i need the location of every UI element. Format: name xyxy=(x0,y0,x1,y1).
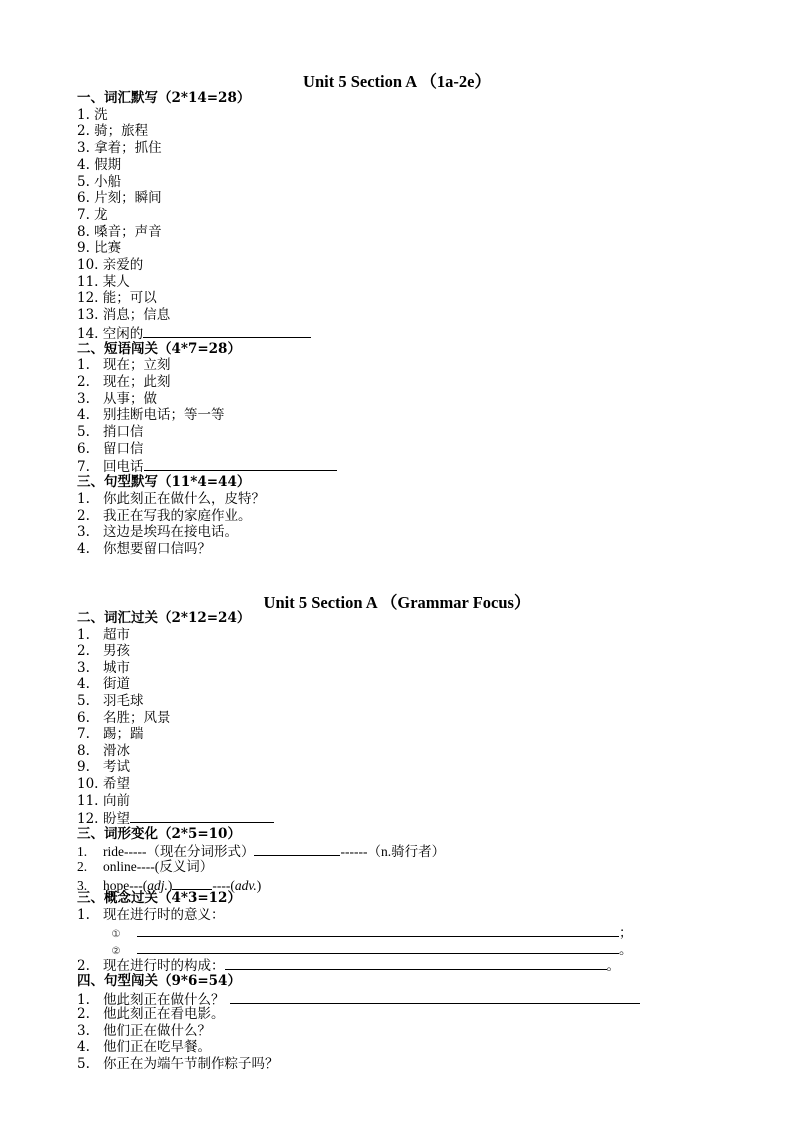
s2-part3-heading: 三、概念过关（4*3=12） xyxy=(77,890,241,906)
item-number: 2. xyxy=(77,1006,90,1023)
list-item: 13. 消息；信息 xyxy=(77,307,171,324)
list-item xyxy=(77,793,130,809)
item-number: 7. xyxy=(77,459,90,476)
list-item-text: 现在；立刻 xyxy=(103,357,171,374)
s1-part1-heading: 一、词汇默写（2*14=28） xyxy=(77,90,251,106)
item-number: 3. xyxy=(77,524,90,541)
list-item-text: 捎口信 xyxy=(103,424,144,440)
list-item xyxy=(77,1056,279,1072)
list-item-text: ) xyxy=(167,877,173,893)
list-item-text: 留口信 xyxy=(103,440,144,457)
list-item: 8. 嗓音；声音 xyxy=(77,223,162,240)
list-item: 10. 亲爱的 xyxy=(77,257,144,273)
answer-blank[interactable] xyxy=(230,990,640,1004)
list-item-text: 现在进行时的意义： xyxy=(103,906,225,923)
item-number: 11. xyxy=(77,792,99,809)
list-item xyxy=(109,923,633,942)
item-number: 5. xyxy=(77,693,90,709)
list-item xyxy=(77,956,620,975)
list-item-text: 他们正在吃早餐。 xyxy=(103,1039,211,1056)
list-item xyxy=(109,940,633,956)
item-number: 12. xyxy=(77,811,99,828)
item-number: 2. xyxy=(77,643,90,660)
list-item-text: 他此刻正在做什么？ xyxy=(103,991,225,1008)
item-number: 2. xyxy=(77,507,90,524)
item-number: 5. xyxy=(77,1056,90,1072)
list-item-text: 街道 xyxy=(103,676,130,693)
s2-part4-heading: 四、句型闯关（9*6=54） xyxy=(77,973,241,989)
list-item xyxy=(77,990,640,1006)
list-item xyxy=(77,842,445,858)
list-item-text: 14. 空闲的 xyxy=(77,325,144,342)
answer-blank[interactable] xyxy=(143,324,311,338)
item-number: 3. xyxy=(77,877,88,893)
answer-blank[interactable] xyxy=(225,956,607,970)
list-item xyxy=(77,776,130,792)
list-item xyxy=(77,693,144,709)
s1-part2-heading: 二、短语闯关（4*7=28） xyxy=(77,340,241,357)
list-item: 9. 比赛 xyxy=(77,240,122,257)
section2-title: Unit 5 Section A （Grammar Focus） xyxy=(263,593,531,612)
list-item xyxy=(77,726,144,742)
list-item: 12. 能；可以 xyxy=(77,290,157,307)
item-number: 1. xyxy=(77,991,90,1008)
s2-part2-heading: 三、词形变化（2*5=10） xyxy=(77,825,241,842)
item-number: 1. xyxy=(77,844,88,860)
list-item xyxy=(77,508,252,524)
answer-blank[interactable] xyxy=(144,457,337,471)
item-number: 4. xyxy=(77,1039,90,1056)
list-item-text: 你此刻正在做什么，皮特？ xyxy=(103,490,265,507)
item-number: 2. xyxy=(77,958,90,975)
item-number: 5. xyxy=(77,424,90,440)
item-number: 1. xyxy=(77,906,90,923)
list-item xyxy=(77,374,171,390)
answer-blank[interactable] xyxy=(172,876,212,890)
item-number: 10. xyxy=(77,776,99,792)
list-item xyxy=(77,1039,211,1055)
list-item: 6. 片刻；瞬间 xyxy=(77,190,162,207)
list-item-text: ride-----（现在分词形式） xyxy=(103,844,255,860)
s2-part1-heading: 二、词汇过关（2*12=24） xyxy=(77,610,251,626)
item-number: 2. xyxy=(77,859,88,874)
item-number: 1. xyxy=(77,626,90,643)
answer-blank[interactable] xyxy=(137,923,619,937)
list-item-text: 。 xyxy=(606,958,620,975)
list-item-text: 滑冰 xyxy=(103,742,130,759)
list-item-text: 向前 xyxy=(103,792,130,809)
list-item-text: ------（n.骑行者） xyxy=(340,844,446,860)
list-item-text: adj. xyxy=(147,877,168,893)
item-number: 9. xyxy=(77,759,90,776)
list-item-text: 从事；做 xyxy=(103,390,157,407)
list-item xyxy=(77,710,171,726)
list-item: 4. 假期 xyxy=(77,156,122,173)
list-item xyxy=(77,457,337,476)
list-item-text: ) xyxy=(256,877,262,893)
list-item xyxy=(77,627,130,643)
list-item xyxy=(77,407,225,423)
list-item xyxy=(77,809,274,828)
item-number: 8. xyxy=(77,742,90,759)
list-item-text: 超市 xyxy=(103,626,130,643)
list-item: 3. 拿着；抓住 xyxy=(77,140,162,157)
list-item-text: ----( xyxy=(212,877,235,893)
list-item-text: adv. xyxy=(234,877,257,893)
item-number: 6. xyxy=(77,709,90,726)
answer-blank[interactable] xyxy=(254,842,340,856)
list-item-text: 考试 xyxy=(103,759,130,776)
section1-title: Unit 5 Section A （1a-2e） xyxy=(303,72,491,91)
list-item xyxy=(77,743,130,759)
list-item xyxy=(77,759,130,775)
answer-blank[interactable] xyxy=(137,940,619,954)
list-item xyxy=(77,391,157,407)
item-number: 4. xyxy=(77,407,90,424)
list-item xyxy=(77,859,213,875)
item-number: 1. xyxy=(77,490,90,507)
answer-blank[interactable] xyxy=(130,809,274,823)
list-item xyxy=(77,541,211,557)
list-item: 5. 小船 xyxy=(77,173,122,190)
list-item-text: online----(反义词） xyxy=(103,859,214,874)
item-number: 4. xyxy=(77,540,90,557)
list-item xyxy=(77,1006,225,1022)
list-item-text: 回电话 xyxy=(103,459,144,476)
circled-number: ① xyxy=(111,929,121,941)
list-item xyxy=(77,643,130,659)
list-item xyxy=(77,524,238,540)
list-item-text: 你正在为端午节制作粽子吗？ xyxy=(103,1056,279,1072)
list-item xyxy=(77,357,171,373)
list-item xyxy=(77,676,130,692)
list-item-text: 这边是埃玛在接电话。 xyxy=(103,524,238,541)
list-item-text: 城市 xyxy=(103,659,130,676)
list-item-text: ； xyxy=(619,925,633,942)
item-number: 3. xyxy=(77,659,90,676)
list-item xyxy=(77,491,265,507)
item-number: 3. xyxy=(77,1022,90,1039)
list-item-text: 盼望 xyxy=(103,811,130,828)
list-item-text: 踢；踹 xyxy=(103,726,144,743)
item-number: 1. xyxy=(77,357,90,374)
list-item-text: 他此刻正在看电影。 xyxy=(103,1006,225,1023)
list-item: 1. 洗 xyxy=(77,106,108,123)
list-item-text: 我正在写我的家庭作业。 xyxy=(103,507,252,524)
list-item xyxy=(77,424,144,440)
list-item-text: 名胜；风景 xyxy=(103,709,171,726)
list-item-text: 希望 xyxy=(103,776,130,792)
list-item: 7. 龙 xyxy=(77,206,108,223)
item-number: 3. xyxy=(77,390,90,407)
list-item-text: 。 xyxy=(619,941,633,958)
list-item-text: 你想要留口信吗？ xyxy=(103,540,211,557)
item-number: 4. xyxy=(77,676,90,693)
s1-part3-heading: 三、句型默写（11*4=44） xyxy=(77,474,251,491)
list-item xyxy=(77,660,130,676)
list-item-text: 羽毛球 xyxy=(103,693,144,709)
list-item xyxy=(77,441,144,457)
item-number: 6. xyxy=(77,440,90,457)
circled-number: ② xyxy=(111,945,121,957)
list-item-text: 现在进行时的构成： xyxy=(103,958,225,975)
list-item xyxy=(77,1023,211,1039)
list-item-text: 他们正在做什么？ xyxy=(103,1022,211,1039)
list-item: 2. 骑；旅程 xyxy=(77,123,149,140)
item-number: 2. xyxy=(77,373,90,390)
list-item-text: hope---( xyxy=(103,877,148,893)
list-item-text: 现在；此刻 xyxy=(103,373,171,390)
list-item xyxy=(77,324,311,340)
list-item-text: 男孩 xyxy=(103,643,130,660)
list-item xyxy=(77,907,225,923)
list-item: 11. 某人 xyxy=(77,273,130,290)
item-number: 7. xyxy=(77,726,90,743)
list-item-text: 别挂断电话；等一等 xyxy=(103,407,225,424)
